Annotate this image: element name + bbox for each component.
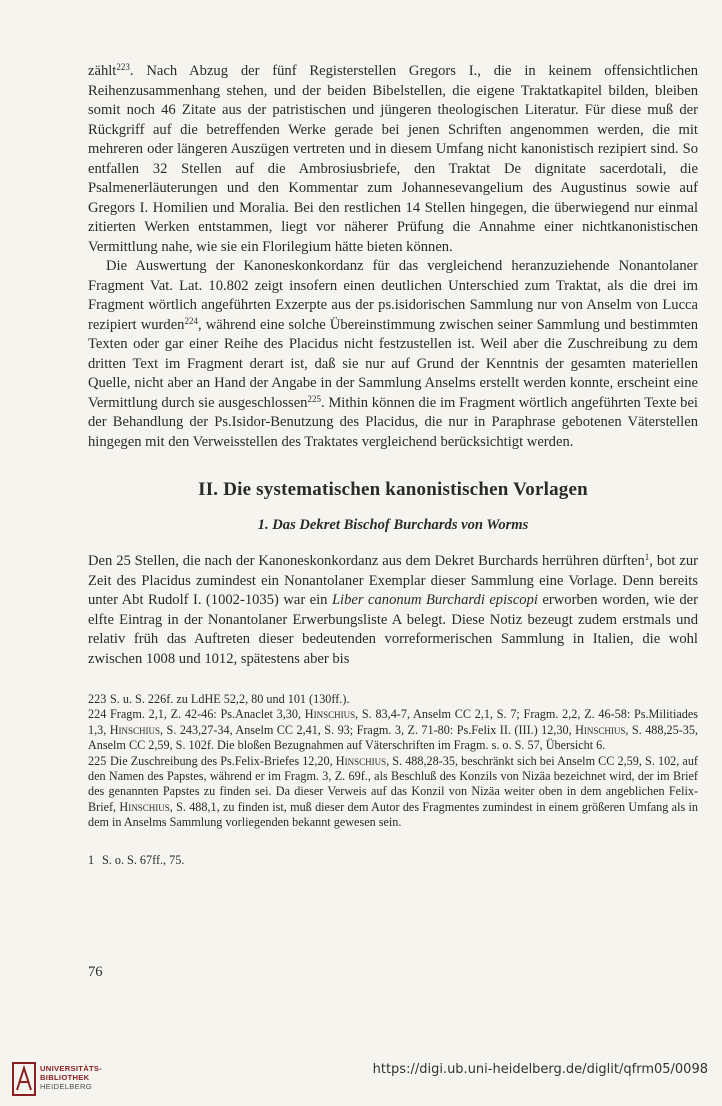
page-body <box>88 62 698 868</box>
section-heading: II. Die systematischen kanonistischen Vorlagen <box>198 479 588 500</box>
footnote-223: 223 S. u. S. 226f. zu LdHE 52,2, 80 und 101 (130ff.). <box>88 692 350 706</box>
footnote-ref-225[interactable]: 225 <box>307 393 321 404</box>
subsection-heading: 1. Das Dekret Bischof Burchards von Worms <box>257 517 529 533</box>
footnote-ref-1[interactable]: 1 <box>644 552 650 562</box>
library-logo-icon <box>12 1062 36 1096</box>
section-footnotes <box>88 853 698 868</box>
footnote-1: 1 S. o. S. 67ff., 75. <box>88 852 185 867</box>
footnote-225: 225 Die Zuschreibung des Ps.Felix-Briefes 12,20, Hinschius, S. 488,28-35, beschränkt sich bei Anselm CC 2,59, S. 102, auf den Namen des Papstes, während er im Fragm. 3, Z. 69f., als Beschluß des Konzils von Nizäa bezeichnet wird, der im Brief des genannten Papstes zu finden sei. Da dieser Verweis auf das Konzil von Nizäa weiter oben in dem angeblichen Felix-Brief, Hinschius, S. 488,1, zu finden ist, muß dieser dem Autor des Fragmentes zumindest in einem größeren Umfang als in dem in Anselms Sammlung vorliegenden bekannt gewesen sein. <box>88 753 699 830</box>
footnotes <box>88 692 698 831</box>
paragraph-1: zählt$^{223}$. Nach Abzug der fünf Registerstellen Gregors I., die in keinem offensichtlichen Reihenzusammenhang stehen, und der beiden Bibelstellen, die eigene Traktatkapitel bilden, bleiben somit noch 46 Zitate aus der patristischen und jüngeren theologischen Literatur. Für diese muß der Rückgriff auf die betreffenden Werke gerade bei jenen Schriften angenommen werden, die mit mehreren oder längeren Auszügen vertreten und in diesem Umfang nicht kanonistisch rezipiert sind. So entfallen 32 Stellen auf die Ambrosiusbriefe, den Traktat De dignitate sacerdotali, die Psalmenerläuterungen und den Kommentar zum Johannesevangelium des Augustinus sowie auf Gregors I. Homilien und Moralia. Bei den restlichen 14 Stellen hingegen, die überwiegend nur einmal zitierten Werken entstammen, liegt vor näherer Prüfung die Annahme einer nichtkanonistischen Vermittlung nahe, wie sie ein Florilegium hätte bieten können. <box>88 62 698 255</box>
footnote-224: 224 Fragm. 2,1, Z. 42-46: Ps.Anaclet 3,30, Hinschius, S. 83,4-7, Anselm CC 2,1, S. 7; Fragm. 2,2, Z. 46-58: Ps.Militiades 1,3, Hinschius, S. 243,27-34, Anselm CC 2,41, S. 93; Fragm. 3, Z. 71-80: Ps.Felix II. (III.) 12,30, Hinschius, S. 488,25-35, Anselm CC 2,59, S. 102f. Die bloßen Bezugnahmen auf Väterschriften im Fragm. s. o. S. 57, Übersicht 6. <box>88 707 699 753</box>
paragraph-3: Den 25 Stellen, die nach der Kanoneskonkordanz aus dem Dekret Burchards herrühren dürften$^1$, bot zur Zeit des Placidus zumindest ein Nonantolaner Exemplar dieser Sammlung eine Vorlage. Denn bereits unter Abt Rudolf I. (1002-1035) war ein Liber canonum Burchardi episcopi erworben worden, wie der elfte Eintrag in der Nonantolaner Erwerbungsliste A belegt. Diese Notiz bezeugt zudem erstmals und relativ früh das Auftreten dieser bedeutenden vorreformerischen Sammlung in Italien, die wohl zwischen 1008 und 1012, spätestens aber bis <box>88 552 698 667</box>
footer-bar <box>0 1054 722 1106</box>
footnote-ref-224[interactable]: 224 <box>184 315 198 326</box>
library-logo-text: UNIVERSITÄTS- BIBLIOTHEK HEIDELBERG <box>40 1064 103 1091</box>
page-number: 76 <box>88 964 103 980</box>
source-url-link[interactable]: https://digi.ub.uni-heidelberg.de/diglit/qfrm05/0098 <box>372 1062 708 1077</box>
work-title: Liber canonum Burchardi episcopi <box>331 592 538 608</box>
paragraph-2: Die Auswertung der Kanoneskonkordanz für das vergleichend heranzuziehende Nonantolaner Fragment Vat. Lat. 10.802 zeigt insofern einen deutlichen Unterschied zum Traktat, als die drei im Fragment wörtlich angeführten Exzerpte aus der ps.isidorischen Sammlung nur von Anselm von Lucca rezipiert wurden$^{224}$, während eine solche Übereinstimmung zwischen seiner Sammlung und bestimmten Texten oder gar einer Reihe des Placidus nicht festzustellen ist. Weil aber die Zuschreibung zu dem dritten Text im Fragment derart ist, daß sie nur auf Grund der Kenntnis der gesamten materiellen Quelle, nicht aber an Hand der Angabe in der Sammlung Anselms erstellt werden konnte, erscheint eine Vermittlung durch sie ausgeschlossen$^{225}$. Mithin können die im Fragment wörtlich angeführten Texte bei der Behandlung der Ps.Isidor-Benutzung des Placidus, die nur in Paraphrase gebotenen Väterstellen hingegen mit den Verweisstellen des Traktates vergleichend berücksichtigt werden. <box>88 258 698 450</box>
footnote-ref-223[interactable]: 223 <box>116 62 130 72</box>
